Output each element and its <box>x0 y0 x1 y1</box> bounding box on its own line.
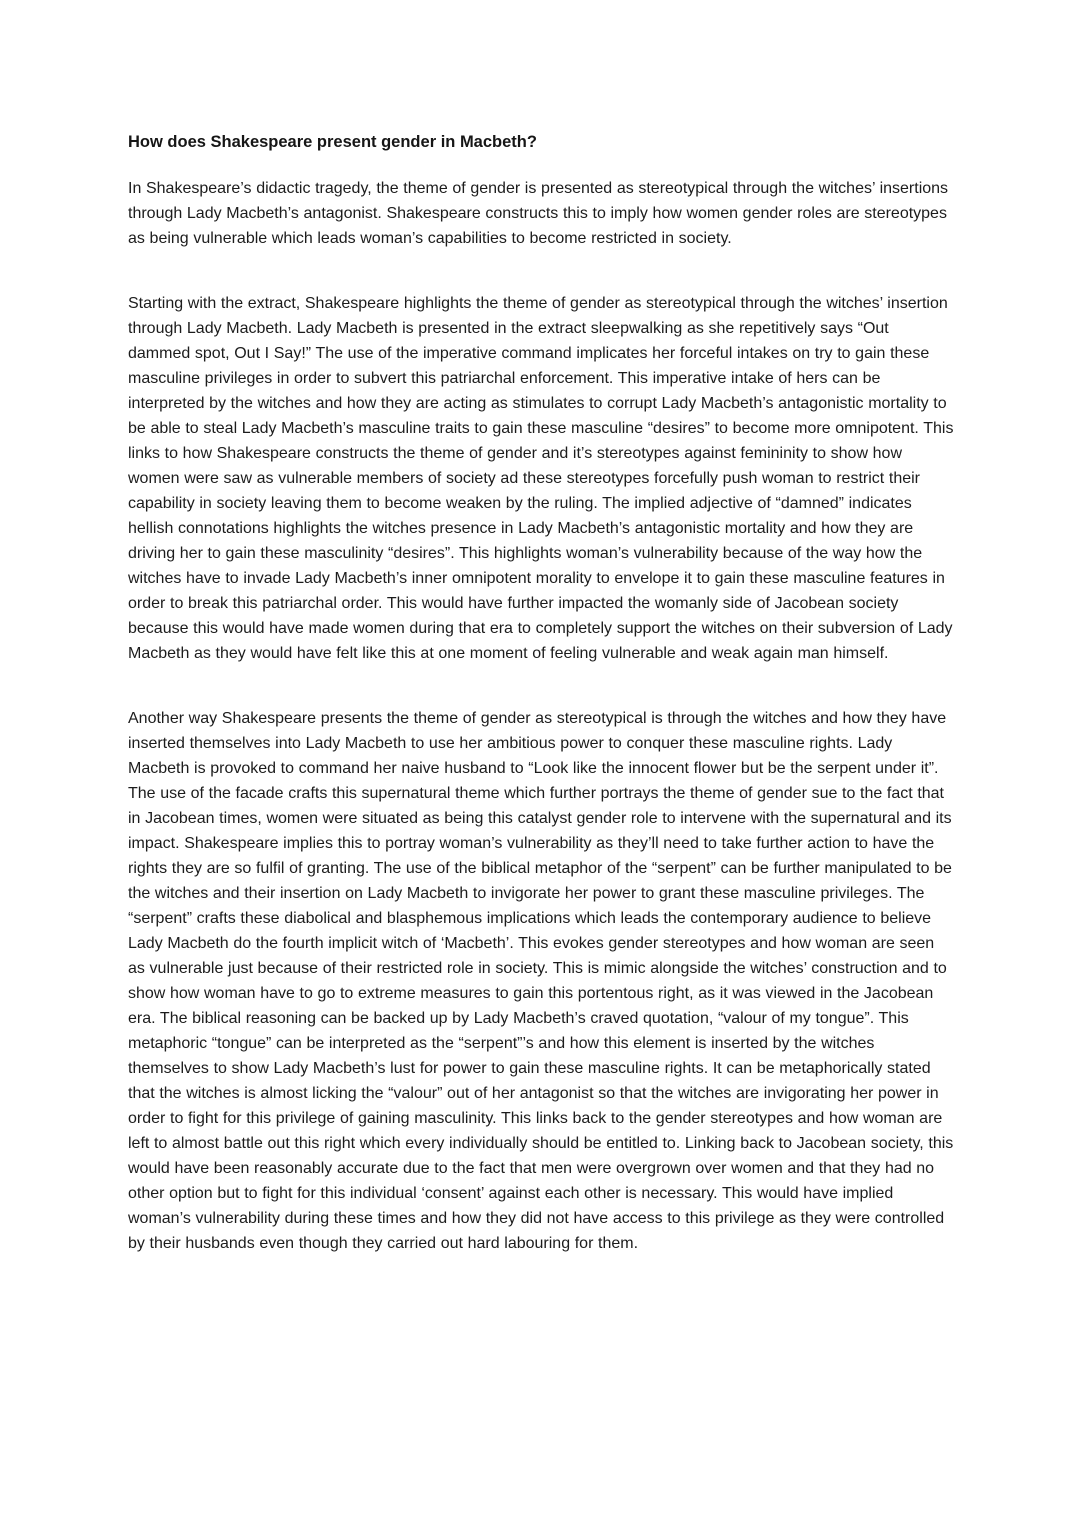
paragraph-serpent-analysis: Another way Shakespeare presents the theme of gender as stereotypical is through the witches and how they have inserted themselves into Lady Macbeth to use her ambitious power to conquer these masculine rights. Lady Macbeth is provoked to command her naive husband to “Look like the innocent flower but be the serpent under it”. The use of the facade crafts this supernatural theme which further portrays the theme of gender sue to the fact that in Jacobean times, women were situated as being this catalyst gender role to intervene with the supernatural and its impact. Shakespeare implies this to portray woman’s vulnerability as they’ll need to take further action to have the rights they are so fulfil of granting. The use of the biblical metaphor of the “serpent” can be further manipulated to be the witches and their insertion on Lady Macbeth to invigorate her power to grant these masculine privileges. The “serpent” crafts these diabolical and blasphemous implications which leads the contemporary audience to believe Lady Macbeth do the fourth implicit witch of ‘Macbeth’. This evokes gender stereotypes and how woman are seen as vulnerable just because of their restricted role in society. This is mimic alongside the witches’ construction and to show how woman have to go to extreme measures to gain this portentous right, as it was viewed in the Jacobean era. The biblical reasoning can be backed up by Lady Macbeth’s craved quotation, “valour of my tongue”. This metaphoric “tongue” can be interpreted as the “serpent”’s and how this element is inserted by the witches themselves to show Lady Macbeth’s lust for power to gain these masculine rights. It can be metaphorically stated that the witches is almost licking the “valour” out of her antagonist so that the witches are invigorating her power in order to fight for this privilege of gaining masculinity. This links back to the gender stereotypes and how woman are left to almost battle out this right which every individually should be entitled to. Linking back to Jacobean society, this would have been reasonably accurate due to the fact that men were overgrown over women and that they had no other option but to fight for this individual ‘consent’ against each other is necessary. This would have implied woman’s vulnerability during these times and how they did not have access to this privilege as they were controlled by their husbands even though they carried out hard labouring for them. <box>128 710 954 1252</box>
document-page <box>128 130 954 1256</box>
document-title: How does Shakespeare present gender in Macbeth? <box>128 133 537 151</box>
paragraph-extract-analysis: Starting with the extract, Shakespeare highlights the theme of gender as stereotypical through the witches’ insertion through Lady Macbeth. Lady Macbeth is presented in the extract sleepwalking as she repetitively says “Out dammed spot, Out I Say!” The use of the imperative command implicates her forceful intakes on try to gain these masculine privileges in order to subvert this patriarchal enforcement. This imperative intake of hers can be interpreted by the witches and how they are acting as stimulates to corrupt Lady Macbeth’s antagonistic mortality to be able to steal Lady Macbeth’s masculine traits to gain these masculine “desires” to become more omnipotent. This links to how Shakespeare constructs the theme of gender and it’s stereotypes against femininity to show how women were saw as vulnerable members of society ad these stereotypes forcefully push woman to restrict their capability in society leaving them to become weaken by the ruling. The implied adjective of “damned” indicates hellish connotations highlights the witches presence in Lady Macbeth’s antagonistic mortality and how they are driving her to gain these masculinity “desires”. This highlights woman’s vulnerability because of the way how the witches have to invade Lady Macbeth’s inner omnipotent morality to envelope it to gain these masculine features in order to break this patriarchal order. This would have further impacted the womanly side of Jacobean society because this would have made women during that era to completely support the witches on their subversion of Lady Macbeth as they would have felt like this at one moment of feeling vulnerable and weak again man himself. <box>128 295 954 662</box>
paragraph-introduction: In Shakespeare’s didactic tragedy, the theme of gender is presented as stereotypical through the witches’ insertions through Lady Macbeth’s antagonist. Shakespeare constructs this to imply how women gender roles are stereotypes as being vulnerable which leads woman’s capabilities to become restricted in society. <box>128 180 949 247</box>
